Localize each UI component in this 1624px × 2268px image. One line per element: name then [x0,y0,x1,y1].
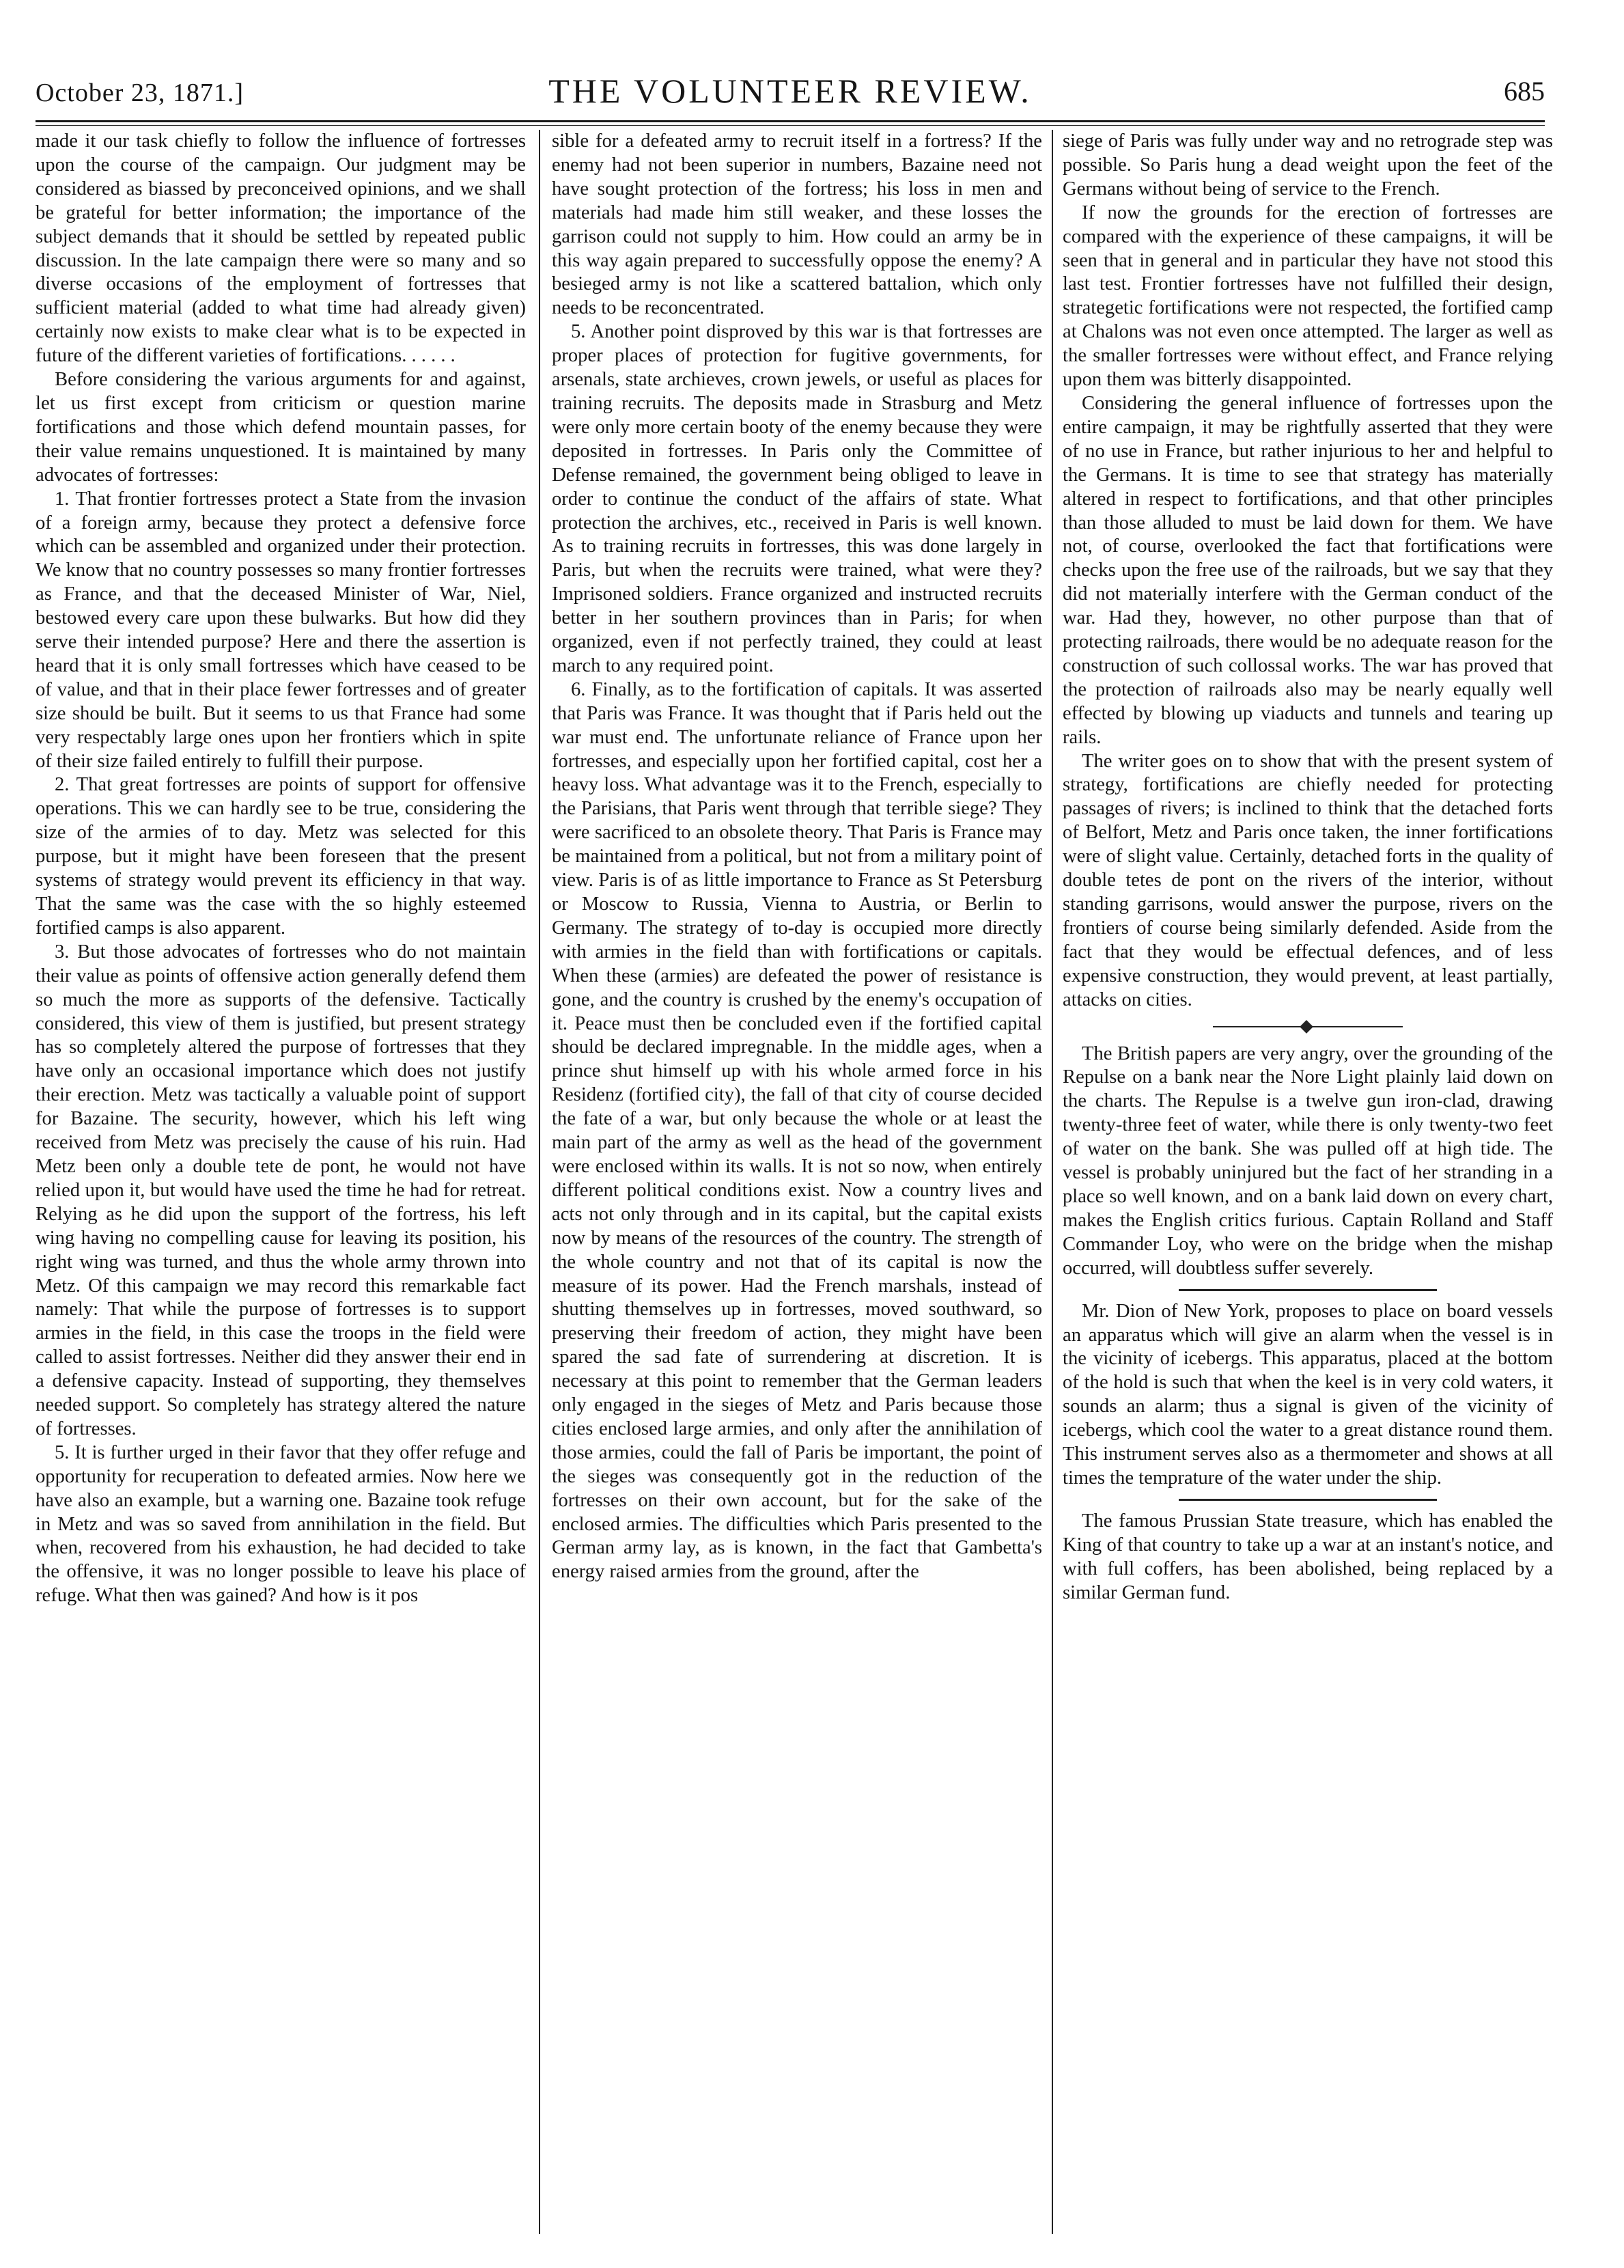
ornamental-divider [1063,1012,1553,1042]
page-header [36,66,1545,113]
column-1-paragraph: Before considering the various arguments for and against, let us first except from criticism or question marine fortifications and those which defend mountain passes, for their value remains unquestioned. It is maintained by many advocates of fortresses: [36,369,526,486]
column-1 [36,130,526,2234]
column-rule-1 [539,130,540,2234]
divider-line [1179,1499,1437,1501]
news-item-prussian-treasure: The famous Prussian State treasure, which has enabled the King of that country to take up a war at an instant's notice, and with full coffers, has been abolished, being replaced by a similar German fund. [1063,1510,1553,1603]
news-item-iceberg-alarm: Mr. Dion of New York, proposes to place on board vessels an apparatus which will give an alarm when the vessel is in the vicinity of icebergs. This apparatus, placed at the bottom of the hold is such that when the keel is in very cold waters, it sounds an alarm; thus a signal is given of the vicinity of icebergs, which cool the water to a great distance round them. This instrument serves also as a thermometer and shows at all times the temprature of the water under the ship. [1063,1300,1553,1489]
column-1-paragraph: made it our task chiefly to follow the influence of fortresses upon the course of the campaign. Our judgment may be considered as biassed by preconceived opinions, and we shall be grateful for better information; the importance of the subject demands that it should be settled by repeated public discussion. In the late campaign there were so many and so diverse occasions of the employment of fortresses that sufficient material (added to what time had already given) certainly now exists to make clear what is to be expected in future of the different varieties of fortifications. . . . . . [36,130,526,367]
divider-ornament [1300,1020,1313,1034]
page-number: 685 [1504,76,1545,107]
header-rule-thin [36,125,1545,126]
divider-line [1179,1289,1437,1291]
header-rule [36,120,1545,122]
section-divider [1063,1281,1553,1300]
column-1-paragraph: 1. That frontier fortresses protect a State from the invasion of a foreign army, because they protect a defensive force which can be assembled and organized under their protection. We know that no country possesses so many frontier fortresses as France, and that the deceased Minister of War, Niel, bestowed every care upon these bulwarks. But how did they serve their intended purpose? Here and there the assertion is heard that it is only small fortresses which have ceased to be of value, and that in their place fewer fortresses and of greater size should be built. But it seems to us that France had some very respectably large ones upon her frontiers which in spite of their size failed entirely to fulfill their purpose. [36,488,526,772]
column-3-paragraph: Considering the general influence of fortresses upon the entire campaign, it may be rightfully asserted that they were of no use in France, but rather injurious to her and helpful to the Germans. It is time to see that strategy has materially altered in respect to fortifications, and that other principles than those alluded to must be laid down for them. We have not, of course, overlooked the fact that fortifications were checks upon the free use of the railroads, but we say that they did not materially interfere with the German conduct of the war. Had they, however, no other purpose than that of protecting railroads, there would be no adequate reason for the construction of such collossal works. The war has proved that the protection of railroads also may be nearly equally well effected by blowing up viaducts and tunnels and tearing up rails. [1063,392,1553,748]
column-rule-2 [1052,130,1053,2234]
header-date: October 23, 1871.] [36,79,244,107]
column-2-paragraph: 5. Another point disproved by this war is that fortresses are proper places of protection for fugitive governments, for arsenals, state archieves, crown jewels, or useful as places for training recruits. The deposits made in Strasburg and Metz were only more certain booty of the enemy because they were deposited in fortresses. In Paris only the Committee of Defense remained, the government being obliged to leave in order to continue the conduct of the affairs of state. What protection the archives, etc., received in Paris is well known. As to training recruits in fortresses, this was done largely in Paris, but when the recruits were trained, what were they? Imprisoned soldiers. France organized and instructed recruits better in her southern provinces than in Paris; for when organized, even if not perfectly trained, they could at least march to any required point. [552,321,1042,676]
column-2-paragraph: 6. Finally, as to the fortification of capitals. It was asserted that Paris was France. It was thought that if Paris held out the war must end. The unfortunate reliance of France upon her fortresses, and especially upon her fortified capital, cost her a heavy loss. What advantage was it to the French, especially to the Parisians, that Paris went through that terrible siege? They were sacrificed to an obsolete theory. That Paris is France may be maintained from a political, but not from a military point of view. Paris is of as little importance to France as St Petersburg or Moscow to Russia, Vienna to Austria, or Berlin to Germany. The strategy of to-day is occupied more directly with armies in the field than with fortifications or capitals. When these (armies) are defeated the power of resistance is gone, and the country is crushed by the enemy's occupation of it. Peace must then be concluded even if the fortified capital should be declared impregnable. In the middle ages, when a prince shut himself up with his whole armed force in his Residenz (fortified city), the fall of that city of course decided the fate of a war, but only because the whole or at least the main part of the army as well as the head of the government were enclosed within its walls. It is not so now, when entirely different political conditions exist. Now a country lives and acts not only through and in its capital, but the capital exists now by means of the resources of the country. The strength of the whole country and not that of its capital is now the measure of its power. Had the French marshals, instead of shutting themselves up in fortresses, moved southward, so preserving their freedom of action, they might have been spared the sad fate of surrendering at discretion. It is necessary at this point to remember that the German leaders only engaged in the sieges of Metz and Paris because those cities enclosed large armies, and only after the annihilation of those armies, could the fall of Paris be important, the point of the sieges was consequently got in the reduction of the fortresses on their own account, but for the sake of the enclosed armies. The difficulties which Paris presented to the German army lay, as is known, in the fact that Gambetta's energy raised armies from the ground, after the [552,678,1042,1583]
column-1-paragraph: 2. That great fortresses are points of support for offensive operations. This we can hardly see to be true, considering the size of the armies of to day. Metz was selected for this purpose, but it might have been foreseen that the present systems of strategy would prevent its efficiency in that way. That the same was the case with the so highly esteemed fortified camps is also apparent. [36,774,526,939]
column-3-paragraph: siege of Paris was fully under way and no retrograde step was possible. So Paris hung a dead weight upon the feet of the Germans without being of service to the French. [1063,130,1553,199]
column-1-paragraph: 3. But those advocates of fortresses who do not maintain their value as points of offensive action generally defend them so much the more as supports of the defensive. Tactically considered, this view of them is justified, but present strategy has so completely altered the purpose of fortresses that they have only an occasional importance which does not justify their erection. Metz was tactically a valuable point of support for Bazaine. The security, however, which his left wing received from Metz was precisely the cause of his ruin. Had Metz been only a double tete de pont, he would not have relied upon it, but would have used the time he had for retreat. Relying as he did upon the support of the fortress, his left wing having no compelling cause for leaving its position, his right wing was turned, and thus the whole army thrown into Metz. Of this campaign we may record this remarkable fact namely: That while the purpose of fortresses is to support armies in the field, in this case the troops in the field were called to assist fortresses. Neither did they answer their end in a defensive capacity. Instead of supporting, they themselves needed support. So completely has strategy altered the nature of fortresses. [36,941,526,1439]
publication-title: THE VOLUNTEER REVIEW. [548,72,1032,110]
news-item-repulse: The British papers are very angry, over the grounding of the Repulse on a bank near the Nore Light plainly laid down on the charts. The Repulse is a twelve gun iron-clad, drawing twenty-three feet of water, while there is only twenty-two feet of water on the bank. She was pulled off at high tide. The vessel is probably uninjured but the fact of her stranding in a place so well known, and on a bank laid down on every chart, makes the English critics furious. Captain Rolland and Staff Commander Loy, who were on the bridge when the mishap occurred, will doubtless suffer severely. [1063,1042,1553,1279]
column-3-paragraph: If now the grounds for the erection of fortresses are compared with the experience of these campaigns, it will be seen that in general and in particular they have not stood this last test. Frontier fortresses have not fulfilled their design, strategetic fortifications were not respected, the fortified camp at Chalons was not even once attempted. The larger as well as the smaller fortresses were without effect, and France relying upon them was bitterly disappointed. [1063,202,1553,391]
column-1-paragraph: 5. It is further urged in their favor that they offer refuge and opportunity for recuperation to defeated armies. Now here we have also an example, but a warning one. Bazaine took refuge in Metz and was so saved from annihilation in the field. But when, recovered from his exhaustion, he had decided to take the offensive, it was no longer possible to leave his place of refuge. What then was gained? And how is it pos [36,1441,526,1607]
section-divider [1063,1491,1553,1510]
column-3 [1063,130,1553,2234]
column-3-paragraph: The writer goes on to show that with the present system of strategy, fortifications are chiefly needed for protecting passages of rivers; is inclined to think that the detached forts of Belfort, Metz and Paris once taken, the inner fortifications were of slight value. Certainly, detached forts in the quality of double tetes de pont on the rivers of the interior, without standing garrisons, would answer the purpose, rivers on the frontiers of course being similarly defended. Aside from the fact that they would be effectual defences, and of less expensive construction, they would prevent, at least partially, attacks on cities. [1063,750,1553,1010]
column-2-paragraph: sible for a defeated army to recruit itself in a fortress? If the enemy had not been superior in numbers, Bazaine need not have sought protection of the fortress; his loss in men and materials had made him still weaker, and these losses the garrison could not supply to him. How could an army be in this way again prepared to successfully oppose the enemy? A besieged army is not like a scattered battalion, which only needs to be reconcentrated. [552,130,1042,319]
column-2 [552,130,1042,2234]
